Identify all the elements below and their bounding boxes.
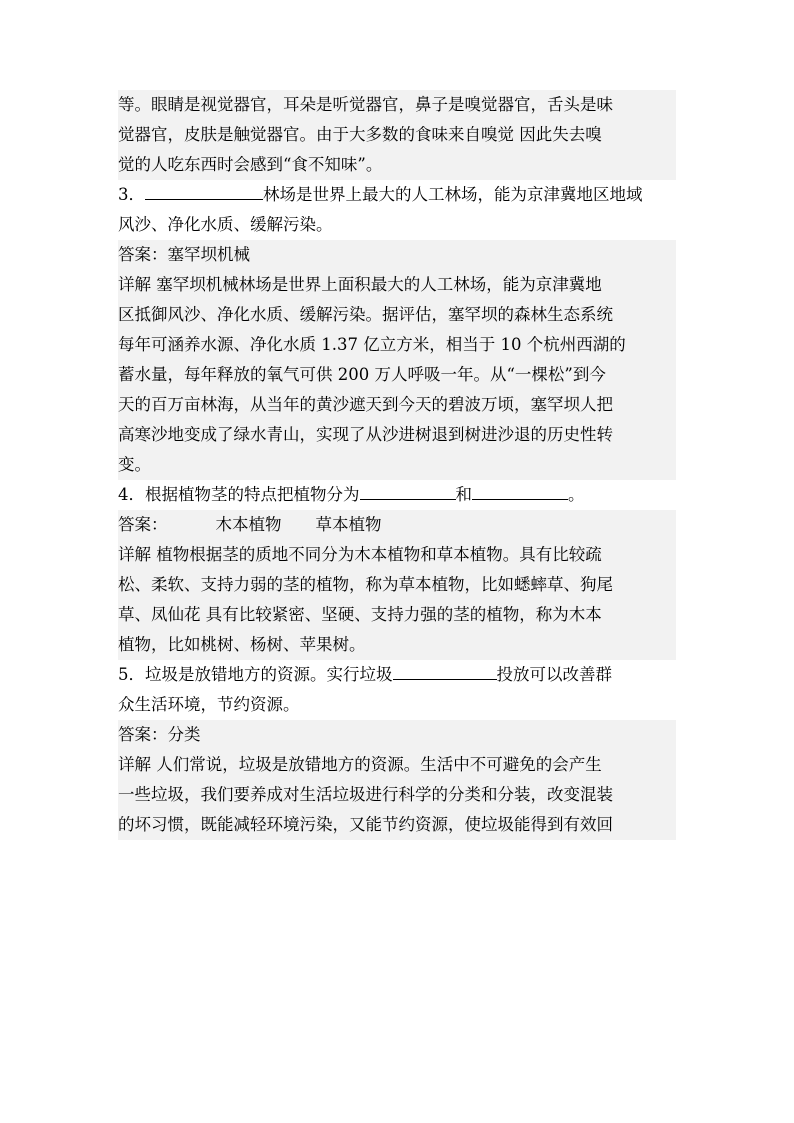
text-line: 区抵御风沙、净化水质、缓解污染。据评估，塞罕坝的森林生态系统	[118, 305, 613, 324]
text-line: 详解 植物根据茎的质地不同分为木本植物和草本植物。具有比较疏	[118, 545, 602, 564]
question-text: 。	[568, 485, 585, 504]
text-line: 觉的人吃东西时会感到“食不知味”。	[118, 155, 383, 174]
text-line: 草、凤仙花 具有比较紧密、坚硬、支持力强的茎的植物，称为木本	[118, 605, 602, 624]
explanation-3	[118, 270, 676, 480]
answer-3	[118, 240, 676, 270]
document-body	[118, 90, 676, 840]
answer-text: 分类	[167, 725, 201, 744]
answer-label: 答案：	[118, 725, 168, 744]
question-4	[118, 480, 676, 510]
question-line	[118, 480, 676, 510]
text-line: 高寒沙地变成了绿水青山，实现了从沙进树退到树进沙退的历史性转	[118, 425, 613, 444]
text-line: 一些垃圾，我们要养成对生活垃圾进行科学的分类和分装，改变混装	[118, 785, 613, 804]
question-text: 和	[455, 485, 472, 504]
text-line: 详解 人们常说，垃圾是放错地方的资源。生活中不可避免的会产生	[118, 755, 602, 774]
text-line: 植物，比如桃树、杨树、苹果树。	[118, 635, 366, 654]
answer-text: 木本植物	[215, 515, 282, 534]
answer-4	[118, 510, 676, 540]
answer-blank	[145, 181, 263, 200]
answer-text: 塞罕坝机械	[167, 245, 250, 264]
text-line: 的坏习惯，既能减轻环境污染，又能节约资源，使垃圾能得到有效回	[118, 815, 613, 834]
answer-blank	[360, 481, 456, 500]
text-line: 觉器官，皮肤是触觉器官。由于大多数的食味来自嗅觉 因此失去嗅	[118, 125, 602, 144]
answer-blank	[472, 481, 568, 500]
question-line	[118, 180, 676, 210]
text-line: 风沙、净化水质、缓解污染。	[118, 215, 333, 234]
question-line	[118, 660, 676, 690]
text-line: 蓄水量，每年释放的氧气可供 200 万人呼吸一年。从“一棵松”到今	[118, 365, 606, 384]
question-text: 5．垃圾是放错地方的资源。实行垃圾	[118, 665, 393, 684]
text-line: 等。眼睛是视觉器官，耳朵是听觉器官，鼻子是嗅觉器官，舌头是味	[118, 95, 613, 114]
explanation-4	[118, 540, 676, 660]
answer-5	[118, 720, 676, 750]
answer-text: 草本植物	[315, 515, 382, 534]
text-line: 众生活环境，节约资源。	[118, 695, 300, 714]
question-number: 3．	[118, 185, 145, 204]
text-line: 变。	[118, 455, 151, 474]
explanation-continuation	[118, 90, 676, 180]
question-text: 林场是世界上最大的人工林场，能为京津冀地区地域	[263, 185, 643, 204]
answer-label: 答案：	[118, 515, 168, 534]
text-line: 详解 塞罕坝机械林场是世界上面积最大的人工林场，能为京津冀地	[118, 275, 602, 294]
text-line: 天的百万亩林海，从当年的黄沙遮天到今天的碧波万顷，塞罕坝人把	[118, 395, 613, 414]
answer-blank	[393, 661, 497, 680]
question-text: 4．根据植物茎的特点把植物分为	[118, 485, 360, 504]
text-line: 松、柔软、支持力弱的茎的植物，称为草本植物，比如蟋蟀草、狗尾	[118, 575, 613, 594]
question-3	[118, 180, 676, 240]
question-text: 投放可以改善群	[496, 665, 612, 684]
answer-label: 答案：	[118, 245, 168, 264]
explanation-5	[118, 750, 676, 840]
text-line: 每年可涵养水源、净化水质 1.37 亿立方米，相当于 10 个杭州西湖的	[118, 335, 626, 354]
question-5	[118, 660, 676, 720]
